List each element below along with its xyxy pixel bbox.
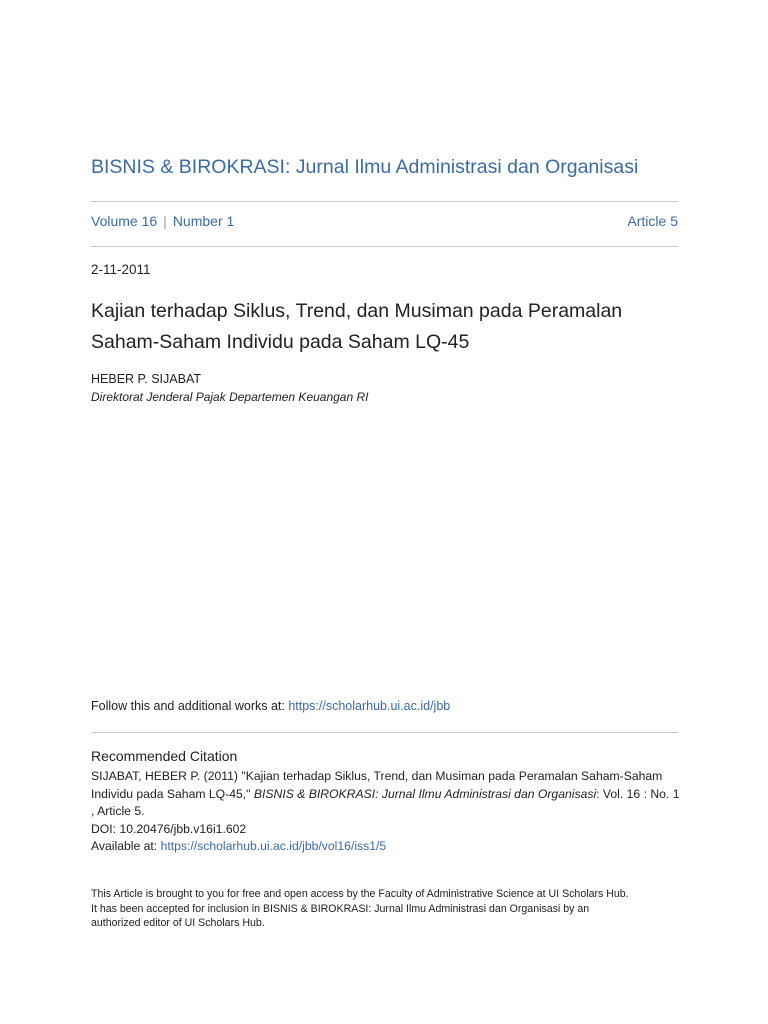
follow-link[interactable]: https://scholarhub.ui.ac.id/jbb	[288, 699, 451, 713]
publication-date: 2-11-2011	[91, 262, 151, 277]
article-number	[627, 213, 678, 229]
article-link[interactable]: Article 5	[627, 213, 678, 229]
follow-text: Follow this and additional works at:	[91, 699, 289, 713]
access-notice	[91, 887, 678, 931]
journal-title[interactable]	[91, 156, 638, 179]
citation-available	[91, 838, 681, 856]
number-link[interactable]: Number 1	[172, 213, 235, 229]
citation-doi: DOI: 10.20476/jbb.v16i1.602	[91, 821, 247, 836]
volume-link[interactable]: Volume 16	[91, 213, 158, 229]
access-notice-line-1: This Article is brought to you for free and open access by the Faculty of Administrative Science at UI Scholars Hub.	[91, 888, 629, 900]
citation-line-2-end: : Vol. 16 : No. 1	[596, 786, 680, 801]
citation-line-3: , Article 5.	[91, 804, 145, 818]
access-notice-line-2: It has been accepted for inclusion in BISNIS & BIROKRASI: Jurnal Ilmu Administrasi dan Organisasi by an	[91, 902, 590, 915]
journal-title-link[interactable]: BISNIS & BIROKRASI: Jurnal Ilmu Administrasi dan Organisasi	[91, 156, 639, 178]
citation-line-1: SIJABAT, HEBER P. (2011) "Kajian terhadap Siklus, Trend, dan Musiman pada Peramalan Saham-Saham	[91, 769, 663, 783]
citation-journal: BISNIS & BIROKRASI: Jurnal Ilmu Administrasi dan Organisasi	[253, 786, 597, 801]
breadcrumb-separator: |	[163, 213, 167, 229]
follow-line	[91, 699, 450, 713]
available-link[interactable]: https://scholarhub.ui.ac.id/jbb/vol16/iss1/5	[160, 839, 387, 853]
citation-line-2	[91, 786, 681, 804]
recommended-citation-heading: Recommended Citation	[91, 748, 238, 764]
available-label: Available at:	[91, 839, 161, 853]
author-affiliation: Direktorat Jenderal Pajak Departemen Keuangan RI	[91, 390, 369, 404]
author-name: HEBER P. SIJABAT	[91, 372, 201, 386]
meta-divider	[91, 246, 678, 247]
citation-block	[91, 768, 681, 856]
article-title: Kajian terhadap Siklus, Trend, dan Musiman pada Peramalan Saham-Saham Individu pada Saham LQ-45	[91, 300, 623, 353]
access-notice-line-3: authorized editor of UI Scholars Hub.	[91, 917, 265, 929]
issue-breadcrumb	[91, 213, 234, 229]
citation-line-2-start: Individu pada Saham LQ-45,"	[91, 786, 254, 801]
top-divider	[91, 201, 678, 202]
citation-divider	[91, 732, 678, 733]
